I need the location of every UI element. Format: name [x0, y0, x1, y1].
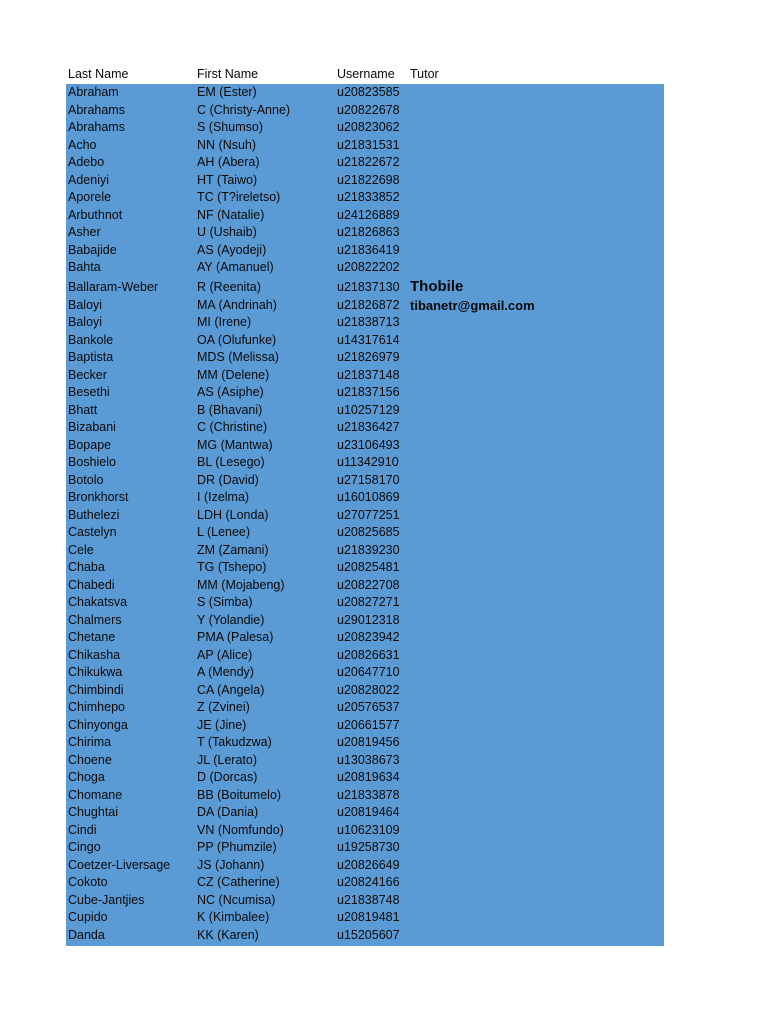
header-row	[66, 65, 664, 84]
first-name-cell: AY (Amanuel)	[197, 260, 274, 274]
username-cell: u23106493	[337, 437, 400, 452]
username-cell: u20824166	[337, 875, 400, 889]
table-row	[66, 419, 664, 437]
last-name-cell: Cingo	[68, 840, 101, 854]
table-row	[66, 259, 664, 277]
last-name-cell: Castelyn	[68, 525, 117, 539]
username-cell: u20826631	[337, 647, 400, 662]
first-name-cell: NN (Nsuh)	[197, 137, 257, 152]
table-row	[66, 787, 664, 805]
username-cell: u21837130	[337, 279, 400, 294]
first-name-cell: OA (Olufunke)	[197, 332, 277, 347]
last-name-cell: Chirima	[68, 735, 112, 749]
username-cell: u21838713	[337, 315, 400, 329]
first-name-cell: CA (Angela)	[197, 682, 265, 697]
first-name-cell: TG (Tshepo)	[197, 560, 267, 574]
last-name-cell: Baptista	[68, 350, 114, 364]
username-cell: u20823942	[337, 630, 400, 644]
username-cell: u20825685	[337, 525, 400, 539]
first-name-cell: MDS (Melissa)	[197, 350, 279, 364]
username-cell: u20819456	[337, 735, 400, 749]
username-cell: u20576537	[337, 700, 400, 714]
last-name-cell: Cele	[68, 542, 94, 557]
first-name-cell: PMA (Palesa)	[197, 630, 274, 644]
username-cell: u21822672	[337, 155, 400, 169]
first-name-cell: AS (Asiphe)	[197, 385, 264, 399]
username-cell: u10623109	[337, 822, 400, 837]
last-name-cell: Boshielo	[68, 455, 116, 469]
tutor-email[interactable]: tibanetr@gmail.com	[410, 297, 535, 313]
last-name-cell: Abrahams	[68, 102, 125, 117]
table-row	[66, 154, 664, 172]
table-row	[66, 822, 664, 840]
last-name-cell: Babajide	[68, 242, 117, 257]
first-name-cell: K (Kimbalee)	[197, 910, 270, 924]
table-row	[66, 277, 664, 297]
table-row	[66, 804, 664, 822]
table-row	[66, 629, 664, 647]
table-row	[66, 857, 664, 875]
username-cell: u20827271	[337, 595, 400, 609]
last-name-cell: Chetane	[68, 630, 116, 644]
last-name-cell: Buthelezi	[68, 507, 120, 522]
username-cell: u20825481	[337, 560, 400, 574]
username-cell: u10257129	[337, 402, 400, 417]
first-name-cell: MM (Delene)	[197, 367, 270, 382]
table-row	[66, 102, 664, 120]
username-cell: u19258730	[337, 840, 400, 854]
last-name-cell: Besethi	[68, 385, 110, 399]
last-name-cell: Chabedi	[68, 577, 115, 592]
last-name-cell: Coetzer-Liversage	[68, 857, 171, 872]
first-name-cell: C (Christine)	[197, 420, 268, 434]
last-name-cell: Cokoto	[68, 875, 108, 889]
last-name-cell: Chimhepo	[68, 700, 125, 714]
table-row	[66, 349, 664, 367]
last-name-cell: Becker	[68, 367, 107, 382]
last-name-cell: Chughtai	[68, 805, 119, 819]
first-name-cell: MG (Mantwa)	[197, 437, 273, 452]
first-name-cell: T (Takudzwa)	[197, 735, 272, 749]
table-row	[66, 874, 664, 892]
table-row	[66, 542, 664, 560]
first-name-cell: MM (Mojabeng)	[197, 577, 285, 592]
table-row	[66, 769, 664, 787]
last-name-cell: Adebo	[68, 155, 105, 169]
username-cell: u13038673	[337, 752, 400, 767]
last-name-cell: Arbuthnot	[68, 207, 123, 222]
first-name-cell: DR (David)	[197, 472, 259, 487]
last-name-cell: Choga	[68, 770, 105, 784]
username-cell: u21836419	[337, 242, 400, 257]
first-name-cell: PP (Phumzile)	[197, 840, 277, 854]
first-name-cell: MI (Irene)	[197, 315, 252, 329]
table-row	[66, 717, 664, 735]
last-name-cell: Cindi	[68, 822, 97, 837]
first-name-cell: TC (T?ireletso)	[197, 190, 281, 204]
username-cell: u21836427	[337, 420, 400, 434]
table-row	[66, 647, 664, 665]
last-name-cell: Bankole	[68, 332, 114, 347]
header-tutor: Tutor	[410, 67, 439, 81]
last-name-cell: Cupido	[68, 910, 108, 924]
table-row	[66, 839, 664, 857]
first-name-cell: D (Dorcas)	[197, 770, 258, 784]
username-cell: u11342910	[337, 455, 399, 469]
first-name-cell: NC (Ncumisa)	[197, 892, 276, 907]
table-row	[66, 84, 664, 102]
last-name-cell: Baloyi	[68, 315, 103, 329]
first-name-cell: EM (Ester)	[197, 85, 257, 99]
first-name-cell: Z (Zvinei)	[197, 700, 250, 714]
username-cell: u20819634	[337, 770, 400, 784]
last-name-cell: Ballaram-Weber	[68, 279, 159, 294]
username-cell: u21837148	[337, 367, 400, 382]
username-cell: u20819481	[337, 910, 400, 924]
username-cell: u20822708	[337, 577, 400, 592]
username-cell: u20828022	[337, 682, 400, 697]
header-last-name: Last Name	[68, 67, 129, 81]
username-cell: u20822202	[337, 260, 400, 274]
table-row	[66, 507, 664, 525]
first-name-cell: BB (Boitumelo)	[197, 787, 282, 802]
last-name-cell: Chaba	[68, 560, 105, 574]
table-row	[66, 224, 664, 242]
table-row	[66, 472, 664, 490]
username-cell: u20823585	[337, 85, 400, 99]
table-row	[66, 559, 664, 577]
last-name-cell: Bronkhorst	[68, 490, 129, 504]
username-cell: u20647710	[337, 665, 400, 679]
table-row	[66, 594, 664, 612]
tutor-name: Thobile	[410, 277, 464, 295]
username-cell: u21833852	[337, 190, 400, 204]
table-row	[66, 577, 664, 595]
table-row	[66, 384, 664, 402]
first-name-cell: AP (Alice)	[197, 647, 253, 662]
first-name-cell: U (Ushaib)	[197, 225, 257, 239]
last-name-cell: Chinyonga	[68, 717, 128, 732]
first-name-cell: S (Simba)	[197, 595, 253, 609]
header-username: Username	[337, 67, 395, 81]
first-name-cell: MA (Andrinah)	[197, 297, 277, 312]
last-name-cell: Asher	[68, 225, 101, 239]
first-name-cell: KK (Karen)	[197, 927, 259, 942]
first-name-cell: AH (Abera)	[197, 155, 260, 169]
table-row	[66, 909, 664, 927]
last-name-cell: Bopape	[68, 437, 112, 452]
username-cell: u21833878	[337, 787, 400, 802]
last-name-cell: Baloyi	[68, 297, 103, 312]
username-cell: u20822678	[337, 102, 400, 117]
table-row	[66, 752, 664, 770]
table-row	[66, 682, 664, 700]
table-row	[66, 664, 664, 682]
first-name-cell: JS (Johann)	[197, 857, 265, 872]
first-name-cell: LDH (Londa)	[197, 507, 269, 522]
first-name-cell: A (Mendy)	[197, 665, 254, 679]
student-rows	[66, 84, 664, 946]
username-cell: u21826863	[337, 225, 400, 239]
username-cell: u20823062	[337, 120, 400, 134]
last-name-cell: Acho	[68, 137, 97, 152]
first-name-cell: HT (Taiwo)	[197, 172, 258, 187]
last-name-cell: Abrahams	[68, 120, 125, 134]
first-name-cell: NF (Natalie)	[197, 207, 265, 222]
first-name-cell: L (Lenee)	[197, 525, 251, 539]
last-name-cell: Chimbindi	[68, 682, 124, 697]
first-name-cell: DA (Dania)	[197, 805, 259, 819]
username-cell: u21839230	[337, 542, 400, 557]
table-row	[66, 927, 664, 945]
last-name-cell: Adeniyi	[68, 172, 109, 187]
student-sheet	[66, 65, 664, 946]
last-name-cell: Choene	[68, 752, 112, 767]
username-cell: u20819464	[337, 805, 400, 819]
table-row	[66, 489, 664, 507]
first-name-cell: JE (Jine)	[197, 717, 247, 732]
username-cell: u20661577	[337, 717, 400, 732]
first-name-cell: R (Reenita)	[197, 279, 261, 294]
first-name-cell: BL (Lesego)	[197, 455, 265, 469]
table-row	[66, 734, 664, 752]
last-name-cell: Chikasha	[68, 647, 121, 662]
username-cell: u21822698	[337, 172, 400, 187]
table-row	[66, 699, 664, 717]
table-row	[66, 454, 664, 472]
username-cell: u21837156	[337, 385, 400, 399]
username-cell: u21831531	[337, 137, 400, 152]
first-name-cell: ZM (Zamani)	[197, 542, 269, 557]
table-row	[66, 207, 664, 225]
table-row	[66, 189, 664, 207]
table-row	[66, 367, 664, 385]
last-name-cell: Chomane	[68, 787, 123, 802]
table-row	[66, 242, 664, 260]
first-name-cell: AS (Ayodeji)	[197, 242, 267, 257]
first-name-cell: VN (Nomfundo)	[197, 822, 284, 837]
table-row	[66, 612, 664, 630]
last-name-cell: Bizabani	[68, 420, 116, 434]
header-first-name: First Name	[197, 67, 259, 81]
username-cell: u16010869	[337, 490, 400, 504]
last-name-cell: Chikukwa	[68, 665, 123, 679]
first-name-cell: B (Bhavani)	[197, 402, 263, 417]
username-cell: u20826649	[337, 857, 400, 872]
table-row	[66, 524, 664, 542]
username-cell: u27158170	[337, 472, 400, 487]
table-row	[66, 137, 664, 155]
last-name-cell: Bhatt	[68, 402, 98, 417]
table-row	[66, 892, 664, 910]
table-row	[66, 297, 664, 315]
table-row	[66, 172, 664, 190]
username-cell: u14317614	[337, 332, 400, 347]
table-row	[66, 332, 664, 350]
last-name-cell: Abraham	[68, 85, 119, 99]
table-row	[66, 119, 664, 137]
username-cell: u21826979	[337, 350, 400, 364]
last-name-cell: Bahta	[68, 260, 101, 274]
username-cell: u24126889	[337, 207, 400, 222]
username-cell: u21826872	[337, 297, 400, 312]
last-name-cell: Botolo	[68, 472, 104, 487]
username-cell: u27077251	[337, 507, 400, 522]
last-name-cell: Danda	[68, 927, 105, 942]
first-name-cell: S (Shumso)	[197, 120, 263, 134]
username-cell: u15205607	[337, 927, 400, 942]
username-cell: u21838748	[337, 892, 400, 907]
last-name-cell: Chalmers	[68, 612, 122, 627]
last-name-cell: Chakatsva	[68, 595, 128, 609]
first-name-cell: JL (Lerato)	[197, 752, 257, 767]
last-name-cell: Aporele	[68, 190, 112, 204]
username-cell: u29012318	[337, 612, 400, 627]
first-name-cell: C (Christy-Anne)	[197, 102, 291, 117]
last-name-cell: Cube-Jantjies	[68, 892, 145, 907]
table-row	[66, 402, 664, 420]
first-name-cell: CZ (Catherine)	[197, 875, 280, 889]
table-row	[66, 437, 664, 455]
first-name-cell: I (Izelma)	[197, 490, 250, 504]
first-name-cell: Y (Yolandie)	[197, 612, 265, 627]
table-row	[66, 314, 664, 332]
